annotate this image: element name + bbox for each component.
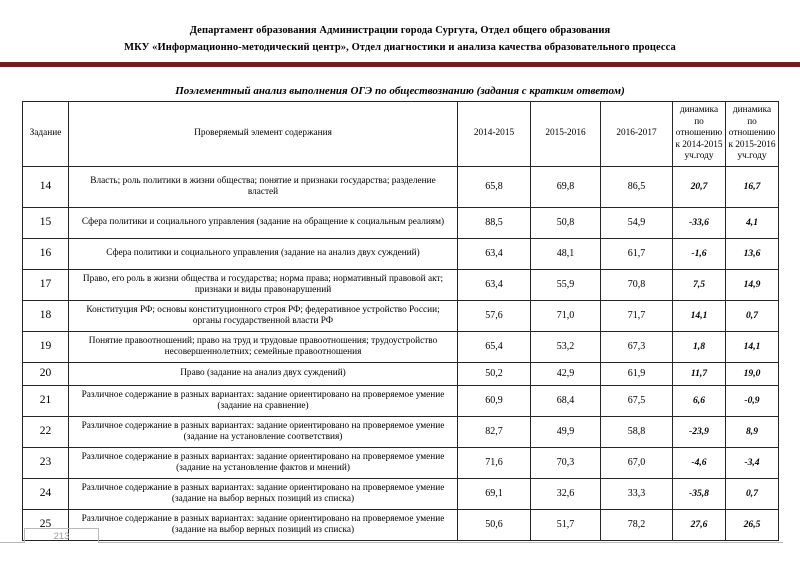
cell-dynamics-2014-2015: 11,7 [673,363,726,386]
cell-content-element: Конституция РФ; основы конституционного строя РФ; федеративное устройство России; органы государственной власти РФ [69,301,458,332]
cell-value-2014-2015: 69,1 [458,479,531,510]
cell-dynamics-2014-2015: 7,5 [673,270,726,301]
cell-value-2016-2017: 58,8 [601,417,673,448]
table-row [23,208,779,239]
cell-task-number: 20 [23,363,69,386]
cell-value-2014-2015: 60,9 [458,386,531,417]
cell-content-element: Различное содержание в разных вариантах: задание ориентировано на проверяемое умение (задание на выбор верных позиций из списка) [69,510,458,541]
cell-value-2015-2016: 51,7 [531,510,601,541]
cell-value-2014-2015: 50,6 [458,510,531,541]
cell-value-2016-2017: 54,9 [601,208,673,239]
cell-dynamics-2015-2016: 8,9 [726,417,779,448]
cell-value-2015-2016: 55,9 [531,270,601,301]
cell-task-number: 23 [23,448,69,479]
cell-value-2015-2016: 71,0 [531,301,601,332]
table-row [23,270,779,301]
cell-dynamics-2015-2016: -3,4 [726,448,779,479]
cell-value-2014-2015: 50,2 [458,363,531,386]
cell-value-2014-2015: 71,6 [458,448,531,479]
cell-dynamics-2015-2016: 4,1 [726,208,779,239]
cell-dynamics-2014-2015: 20,7 [673,167,726,208]
column-header-task: Задание [23,102,69,167]
cell-content-element: Понятие правоотношений; право на труд и трудовые правоотношения; трудоустройство несовершеннолетних; семейные правоотношения [69,332,458,363]
cell-dynamics-2014-2015: 6,6 [673,386,726,417]
cell-task-number: 15 [23,208,69,239]
cell-dynamics-2014-2015: -33,6 [673,208,726,239]
cell-value-2016-2017: 61,9 [601,363,673,386]
table-row [23,332,779,363]
cell-task-number: 24 [23,479,69,510]
cell-value-2014-2015: 88,5 [458,208,531,239]
cell-dynamics-2014-2015: 27,6 [673,510,726,541]
table-row [23,417,779,448]
cell-dynamics-2014-2015: 14,1 [673,301,726,332]
cell-dynamics-2015-2016: 16,7 [726,167,779,208]
cell-content-element: Сфера политики и социального управления (задание на обращение к социальным реалиям) [69,208,458,239]
cell-value-2014-2015: 82,7 [458,417,531,448]
column-header-year-2015-2016: 2015-2016 [531,102,601,167]
cell-content-element: Различное содержание в разных вариантах: задание ориентировано на проверяемое умение (задание на установление фактов и мнений) [69,448,458,479]
cell-task-number: 25 [23,510,69,541]
cell-value-2015-2016: 68,4 [531,386,601,417]
cell-dynamics-2015-2016: 13,6 [726,239,779,270]
analysis-table [22,101,779,541]
table-body [23,167,779,541]
cell-dynamics-2015-2016: -0,9 [726,386,779,417]
cell-dynamics-2014-2015: -4,6 [673,448,726,479]
analysis-table-container [22,101,778,541]
cell-task-number: 22 [23,417,69,448]
table-header [23,102,779,167]
cell-dynamics-2015-2016: 0,7 [726,301,779,332]
cell-dynamics-2014-2015: -1,6 [673,239,726,270]
table-row [23,448,779,479]
cell-value-2015-2016: 50,8 [531,208,601,239]
cell-content-element: Право (задание на анализ двух суждений) [69,363,458,386]
cell-value-2015-2016: 32,6 [531,479,601,510]
cell-task-number: 14 [23,167,69,208]
header-line-center: МКУ «Информационно-методический центр», Отдел диагностики и анализа качества образовательного процесса [124,42,676,53]
table-header-row [23,102,779,167]
cell-content-element: Сфера политики и социального управления (задание на анализ двух суждений) [69,239,458,270]
cell-value-2016-2017: 67,5 [601,386,673,417]
column-header-content: Проверяемый элемент содержания [69,102,458,167]
cell-value-2014-2015: 65,8 [458,167,531,208]
cell-task-number: 16 [23,239,69,270]
cell-value-2016-2017: 67,0 [601,448,673,479]
cell-value-2016-2017: 70,8 [601,270,673,301]
cell-value-2014-2015: 65,4 [458,332,531,363]
cell-task-number: 18 [23,301,69,332]
cell-value-2016-2017: 86,5 [601,167,673,208]
cell-dynamics-2015-2016: 0,7 [726,479,779,510]
cell-value-2015-2016: 69,8 [531,167,601,208]
column-header-dynamics-2014-2015: динамика по отношению к 2014-2015 уч.году [673,102,726,167]
cell-dynamics-2015-2016: 14,9 [726,270,779,301]
document-header [0,0,800,56]
cell-value-2015-2016: 53,2 [531,332,601,363]
cell-value-2014-2015: 63,4 [458,239,531,270]
cell-value-2014-2015: 63,4 [458,270,531,301]
page-footer [0,528,800,558]
cell-dynamics-2015-2016: 19,0 [726,363,779,386]
table-row [23,363,779,386]
cell-content-element: Различное содержание в разных вариантах: задание ориентировано на проверяемое умение (задание на сравнение) [69,386,458,417]
header-line-department: Департамент образования Администрации города Сургута, Отдел общего образования [189,25,611,36]
footer-rule-left [0,542,24,543]
cell-value-2015-2016: 48,1 [531,239,601,270]
cell-value-2016-2017: 67,3 [601,332,673,363]
column-header-year-2014-2015: 2014-2015 [458,102,531,167]
cell-dynamics-2014-2015: -35,8 [673,479,726,510]
footer-rule-right [99,542,783,543]
cell-dynamics-2015-2016: 14,1 [726,332,779,363]
cell-value-2015-2016: 42,9 [531,363,601,386]
cell-value-2015-2016: 49,9 [531,417,601,448]
cell-dynamics-2015-2016: 26,5 [726,510,779,541]
cell-content-element: Различное содержание в разных вариантах: задание ориентировано на проверяемое умение (задание на выбор верных позиций из списка) [69,479,458,510]
header-divider-rule [0,62,800,67]
table-row [23,479,779,510]
cell-dynamics-2014-2015: 1,8 [673,332,726,363]
column-header-year-2016-2017: 2016-2017 [601,102,673,167]
page-number: 213 [24,528,99,543]
cell-value-2016-2017: 71,7 [601,301,673,332]
cell-content-element: Право, его роль в жизни общества и государства; норма права; нормативный правовой акт; признаки и виды правонарушений [69,270,458,301]
cell-task-number: 19 [23,332,69,363]
cell-task-number: 21 [23,386,69,417]
page-title: Поэлементный анализ выполнения ОГЭ по обществознанию (задания с кратким ответом) [175,85,625,97]
table-row [23,239,779,270]
cell-value-2016-2017: 78,2 [601,510,673,541]
cell-content-element: Различное содержание в разных вариантах: задание ориентировано на проверяемое умение (задание на установление соответствия) [69,417,458,448]
cell-value-2016-2017: 61,7 [601,239,673,270]
table-row [23,167,779,208]
cell-value-2014-2015: 57,6 [458,301,531,332]
table-row [23,386,779,417]
table-row [23,301,779,332]
cell-value-2015-2016: 70,3 [531,448,601,479]
cell-task-number: 17 [23,270,69,301]
cell-content-element: Власть; роль политики в жизни общества; понятие и признаки государства; разделение властей [69,167,458,208]
column-header-dynamics-2015-2016: динамика по отношению к 2015-2016 уч.году [726,102,779,167]
cell-dynamics-2014-2015: -23,9 [673,417,726,448]
cell-value-2016-2017: 33,3 [601,479,673,510]
